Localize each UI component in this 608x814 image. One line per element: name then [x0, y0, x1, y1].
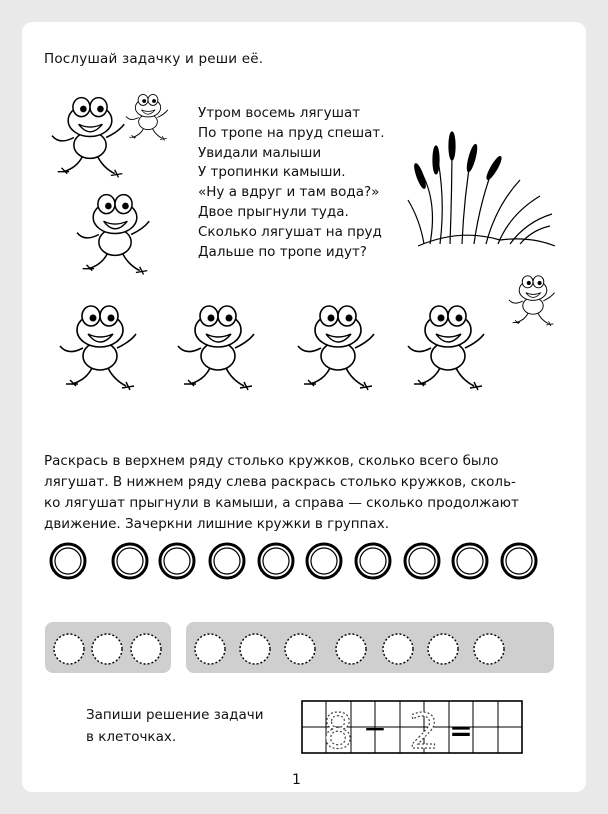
answer-circle-dotted[interactable]	[92, 634, 122, 664]
answer-circle[interactable]	[160, 544, 194, 578]
page-number: 1	[292, 772, 301, 788]
frog-illustration	[77, 195, 149, 275]
poem-line: У тропинки камыши.	[198, 164, 346, 181]
equation	[323, 704, 473, 760]
poem-line: Увидали малыши	[198, 144, 322, 161]
equation-cell: 8	[322, 704, 354, 760]
answer-circle-dotted[interactable]	[428, 634, 458, 664]
reeds-illustration	[408, 132, 555, 246]
answer-circle[interactable]	[113, 544, 147, 578]
poem-line: Дальше по тропе идут?	[198, 243, 367, 260]
task-line: движение. Зачеркни лишние кружки в группах.	[44, 516, 389, 532]
equation-cell: −	[363, 712, 387, 745]
poem-line: Сколько лягушат на пруд	[198, 223, 382, 240]
frog-illustration	[298, 306, 374, 390]
poem-line: Двое прыгнули туда.	[198, 203, 349, 220]
answer-circle[interactable]	[307, 544, 341, 578]
frog-illustration	[408, 306, 484, 390]
frog-illustration	[52, 98, 124, 178]
answer-circle-dotted[interactable]	[336, 634, 366, 664]
answer-circle[interactable]	[259, 544, 293, 578]
bottom-left-group	[45, 622, 171, 673]
frog-illustration	[178, 306, 254, 390]
answer-circle-dotted[interactable]	[474, 634, 504, 664]
poem-line: Утром восемь лягушат	[198, 105, 361, 121]
answer-circle[interactable]	[51, 544, 85, 578]
answer-line: в клеточках.	[86, 729, 177, 745]
task-line: ко лягушат прыгнули в камыши, а справа — сколько продолжают	[44, 495, 519, 511]
equation-cell: 2	[408, 704, 440, 760]
instruction-text: Послушай задачку и реши её.	[44, 51, 264, 67]
frog-illustration	[60, 306, 136, 390]
task-text	[44, 451, 556, 535]
answer-circle-dotted[interactable]	[54, 634, 84, 664]
task-line: Раскрась в верхнем ряду столько кружков, сколько всего было	[44, 453, 499, 469]
answer-circle-dotted[interactable]	[131, 634, 161, 664]
answer-circle-dotted[interactable]	[285, 634, 315, 664]
small-frog-illustration	[126, 94, 168, 140]
answer-prompt	[86, 704, 263, 748]
answer-line: Запиши решение задачи	[86, 707, 264, 723]
equation-cell: =	[449, 714, 473, 747]
small-frog-illustration	[509, 276, 555, 326]
top-circle-row	[51, 544, 536, 578]
poem-line: «Ну а вдруг и там вода?»	[198, 184, 380, 201]
answer-circle-dotted[interactable]	[383, 634, 413, 664]
bottom-right-group	[186, 622, 554, 673]
answer-circle[interactable]	[453, 544, 487, 578]
answer-circle-dotted[interactable]	[240, 634, 270, 664]
answer-circle[interactable]	[356, 544, 390, 578]
answer-circle[interactable]	[405, 544, 439, 578]
answer-circle-dotted[interactable]	[195, 634, 225, 664]
answer-circle[interactable]	[502, 544, 536, 578]
answer-circle[interactable]	[210, 544, 244, 578]
task-line: лягушат. В нижнем ряду слева раскрась столько кружков, сколь-	[44, 474, 516, 490]
poem-line: По тропе на пруд спешат.	[198, 124, 385, 141]
